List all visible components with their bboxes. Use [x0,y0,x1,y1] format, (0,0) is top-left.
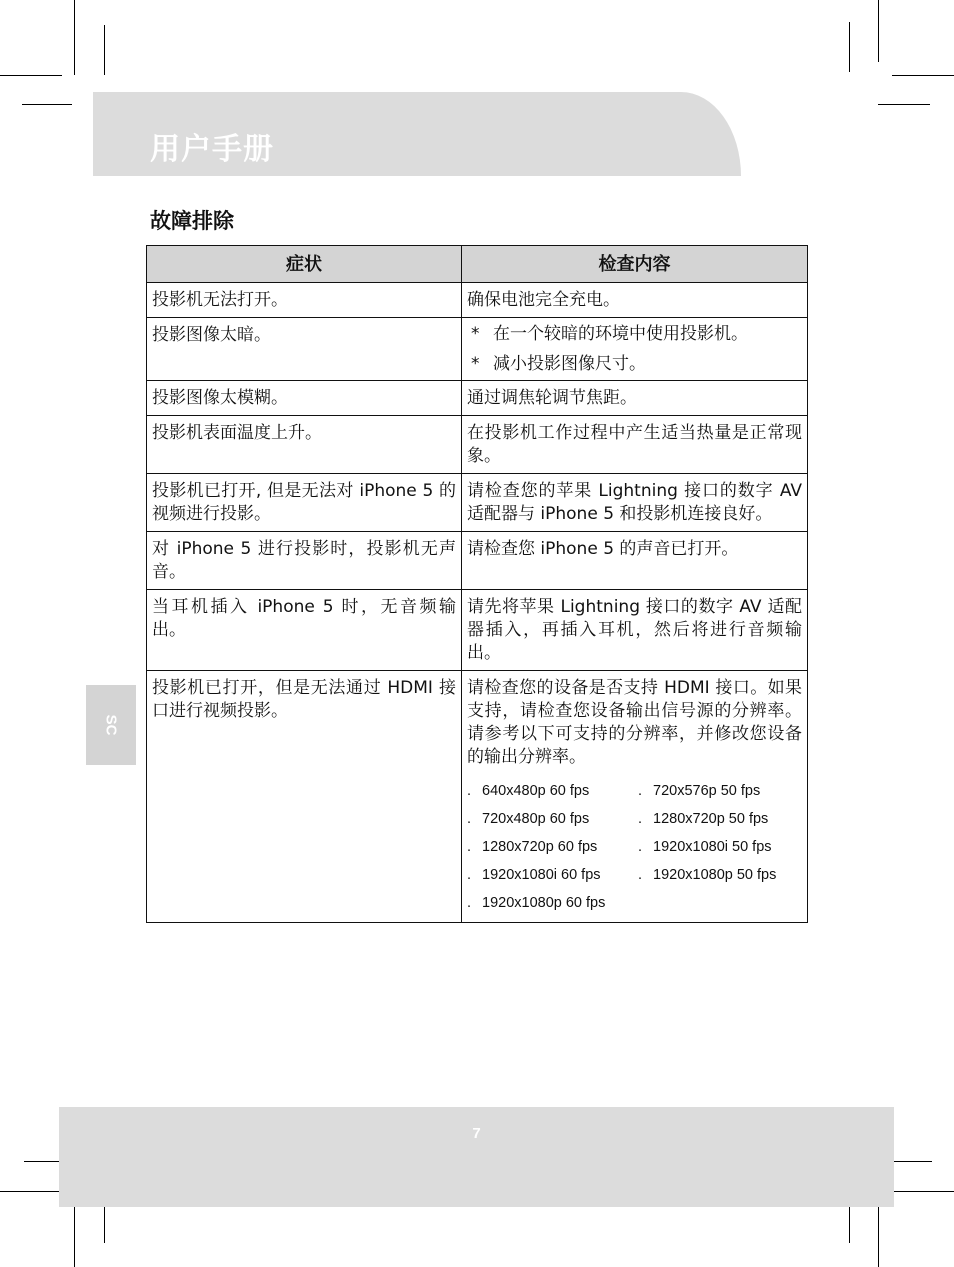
resolution-item [638,805,809,833]
resolution-item [467,777,638,805]
symptom-cell: 当耳机插入 iPhone 5 时，无音频输出。 [147,590,462,671]
resolution-text: 1920x1080i 60 fps [482,867,601,883]
crop-mark [892,1191,954,1192]
language-tab-label: SC [102,714,120,736]
check-cell [462,671,808,923]
check-item [467,319,802,349]
crop-mark [104,25,105,75]
check-item-text: 减小投影图像尺寸。 [493,354,646,374]
manual-title: 用户手册 [150,132,274,167]
table-row [147,590,808,671]
language-tab [86,685,136,765]
table-row [147,532,808,590]
table-row [147,381,808,416]
check-cell: 在投影机工作过程中产生适当热量是正常现象。 [462,416,808,474]
column-header-check: 检查内容 [462,246,808,283]
crop-mark [0,1191,62,1192]
resolution-text: 1920x1080p 50 fps [653,867,777,883]
table-row [147,474,808,532]
bullet: * [471,354,480,374]
table-header-row [147,246,808,283]
resolution-item [467,805,638,833]
check-cell: 确保电池完全充电。 [462,283,808,318]
check-cell: 通过调焦轮调节焦距。 [462,381,808,416]
resolution-text: 1920x1080p 60 fps [482,895,606,911]
symptom-cell: 投影图像太暗。 [147,318,462,381]
table-row [147,671,808,923]
resolution-text: 720x480p 60 fps [482,811,590,827]
table-row [147,318,808,381]
check-cell: 请检查您的苹果 Lightning 接口的数字 AV 适配器与 iPhone 5 和投影机连接良好。 [462,474,808,532]
crop-mark [74,0,75,75]
crop-mark [878,1205,879,1267]
table-row [147,283,808,318]
bullet: . [638,783,643,799]
check-item [467,349,802,379]
crop-mark [0,75,62,76]
symptom-cell: 投影机表面温度上升。 [147,416,462,474]
symptom-cell: 投影机无法打开。 [147,283,462,318]
crop-mark [892,75,954,76]
bullet: * [471,324,480,344]
check-text: 请检查您的设备是否支持 HDMI 接口。如果支持，请检查您设备输出信号源的分辨率。请参考以下可支持的分辨率，并修改您设备的输出分辨率。 [467,678,802,767]
resolution-list [467,777,802,917]
crop-mark [22,104,72,105]
check-cell: 请检查您 iPhone 5 的声音已打开。 [462,532,808,590]
bullet: . [638,867,643,883]
resolution-item [638,777,809,805]
troubleshooting-table [146,245,808,923]
resolution-text: 1920x1080i 50 fps [653,839,772,855]
bullet: . [467,811,472,827]
bullet: . [638,839,643,855]
crop-mark [878,104,930,105]
resolution-item [467,889,638,917]
crop-mark [878,0,879,62]
check-item-text: 在一个较暗的环境中使用投影机。 [493,324,748,344]
resolution-item [638,861,809,889]
symptom-cell: 对 iPhone 5 进行投影时，投影机无声音。 [147,532,462,590]
bullet: . [467,867,472,883]
crop-mark [74,1205,75,1267]
section-title: 故障排除 [150,209,234,233]
bullet: . [638,811,643,827]
resolution-text: 640x480p 60 fps [482,783,590,799]
page-number: 7 [472,1125,481,1142]
symptom-cell: 投影机已打开，但是无法通过 HDMI 接口进行视频投影。 [147,671,462,923]
check-cell [462,318,808,381]
bullet: . [467,839,472,855]
symptom-cell: 投影机已打开, 但是无法对 iPhone 5 的视频进行投影。 [147,474,462,532]
symptom-cell: 投影图像太模糊。 [147,381,462,416]
column-header-symptom: 症状 [147,246,462,283]
resolution-text: 1280x720p 50 fps [653,811,769,827]
footer-band [59,1107,894,1207]
table-row [147,416,808,474]
crop-mark [849,22,850,72]
resolution-text: 1280x720p 60 fps [482,839,598,855]
resolution-item [467,833,638,861]
check-cell: 请先将苹果 Lightning 接口的数字 AV 适配器插入，再插入耳机，然后将进行音频输出。 [462,590,808,671]
bullet: . [467,895,472,911]
resolution-item [638,833,809,861]
resolution-item [467,861,638,889]
bullet: . [467,783,472,799]
resolution-text: 720x576p 50 fps [653,783,761,799]
